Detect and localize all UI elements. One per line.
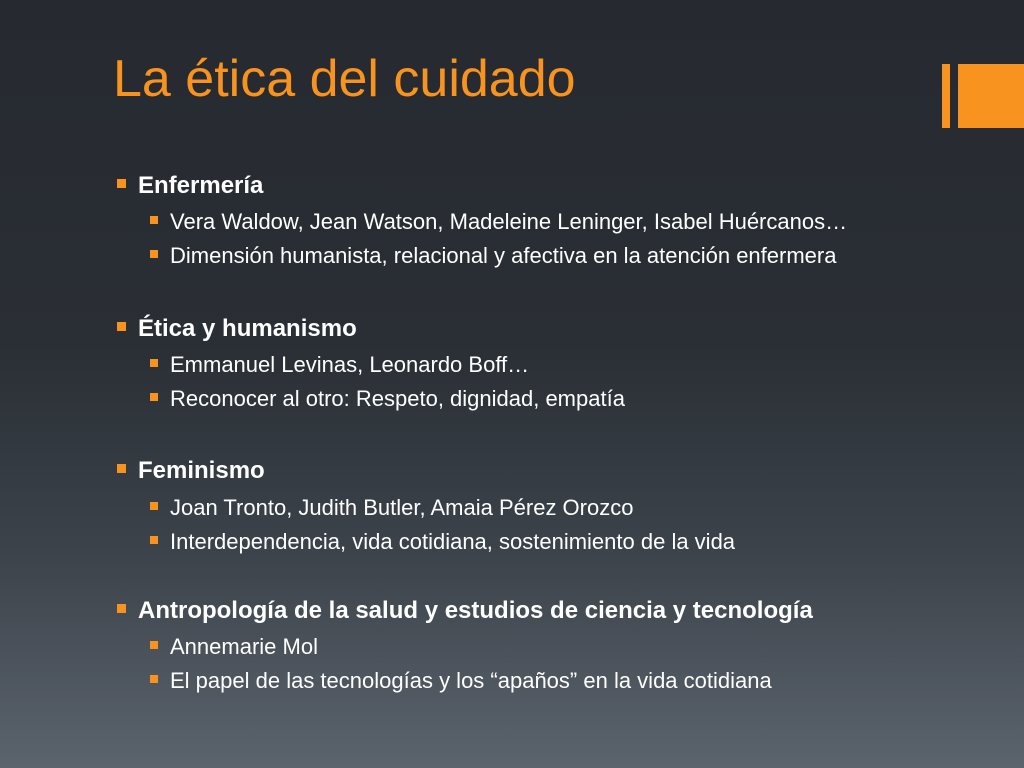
section-heading [117,171,263,201]
list-item-text: El papel de las tecnologías y los “apaños” en la vida cotidiana [170,668,772,693]
list-item [150,633,318,661]
section-heading-text: Enfermería [138,172,264,199]
square-bullet-icon [150,641,158,649]
square-bullet-icon [150,216,158,224]
list-item-text: Emmanuel Levinas, Leonardo Boff… [170,352,530,377]
list-item-text: Reconocer al otro: Respeto, dignidad, empatía [170,386,625,411]
list-item [150,351,529,379]
list-item [150,242,836,270]
square-bullet-icon [117,179,126,188]
square-bullet-icon [117,464,126,473]
list-item [150,385,625,413]
list-item-text: Interdependencia, vida cotidiana, sostenimiento de la vida [170,529,736,554]
section-heading [117,456,265,486]
square-bullet-icon [117,322,126,331]
square-bullet-icon [150,359,158,367]
section-heading-text: Antropología de la salud y estudios de ciencia y tecnología [138,597,813,624]
slide-title: La ética del cuidado [113,50,576,108]
section-heading [117,596,813,626]
list-item-text: Joan Tronto, Judith Butler, Amaia Pérez Orozco [170,495,634,520]
list-item-text: Dimensión humanista, relacional y afectiva en la atención enfermera [170,243,837,268]
square-bullet-icon [150,675,158,683]
section-heading-text: Feminismo [138,457,265,484]
list-item [150,208,847,236]
list-item [150,528,735,556]
list-item-text: Annemarie Mol [170,634,318,659]
square-bullet-icon [150,393,158,401]
section-heading-text: Ética y humanismo [138,315,357,342]
square-bullet-icon [150,250,158,258]
list-item [150,667,772,695]
section-heading [117,314,357,344]
square-bullet-icon [117,604,126,613]
square-bullet-icon [150,502,158,510]
list-item-text: Vera Waldow, Jean Watson, Madeleine Leninger, Isabel Huércanos… [170,209,848,234]
list-item [150,494,633,522]
square-bullet-icon [150,536,158,544]
